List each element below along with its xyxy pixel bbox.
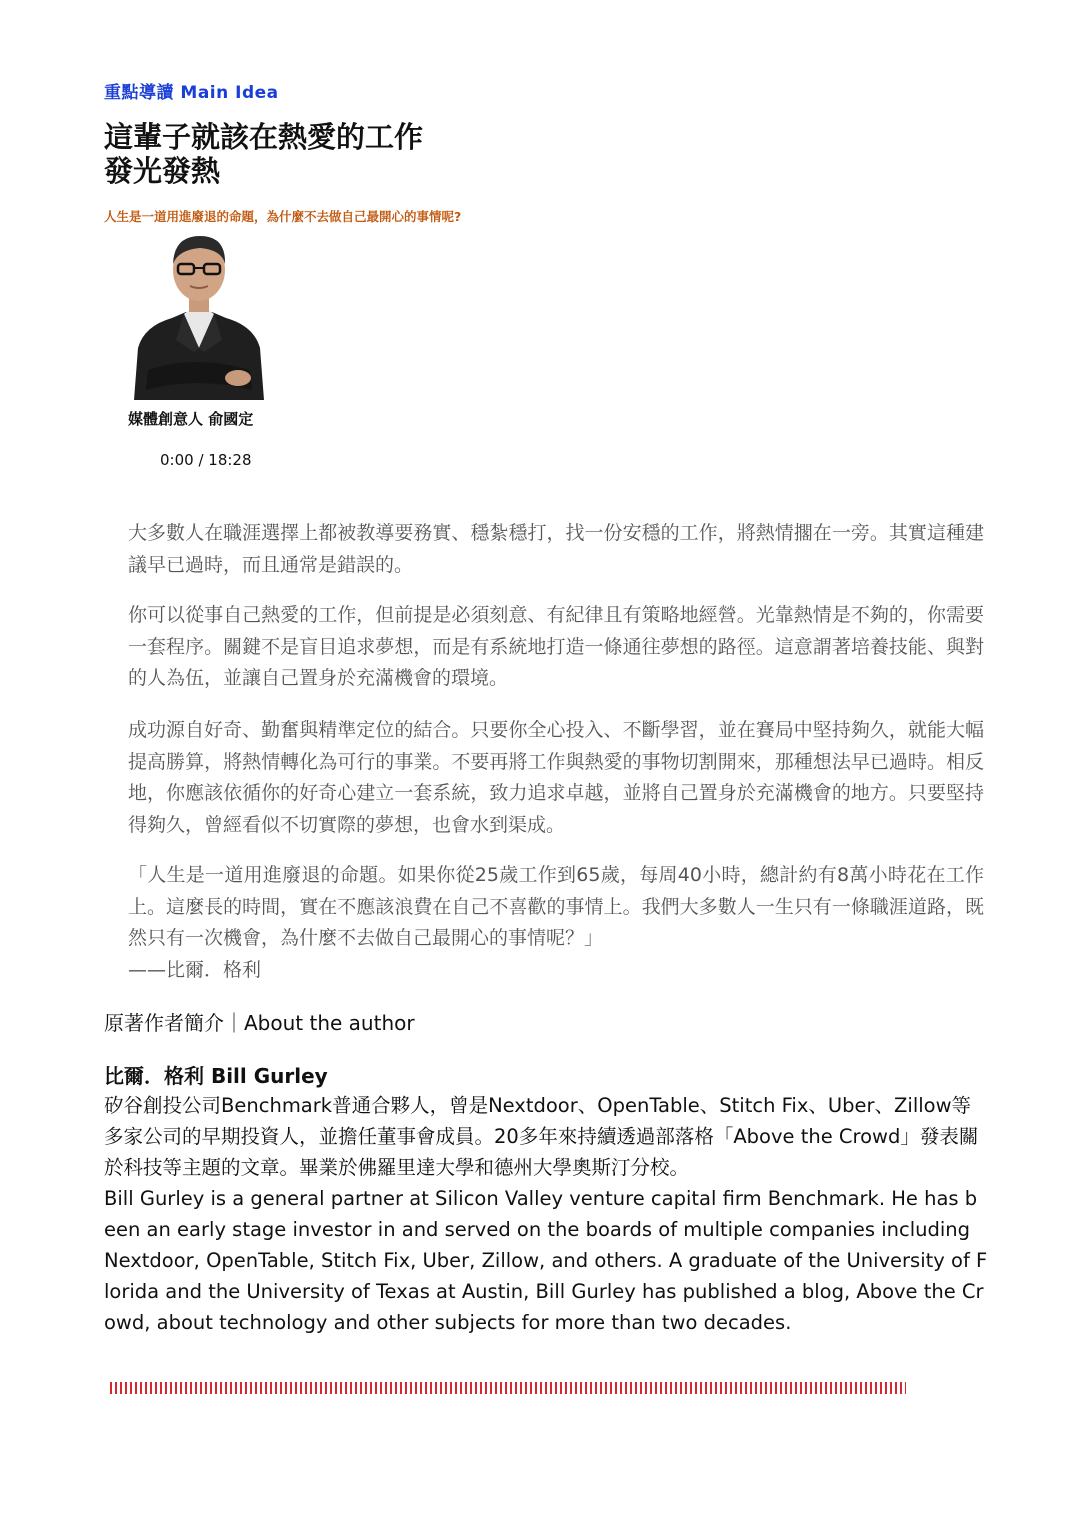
pull-quote [128, 860, 984, 986]
author-section-heading: 原著作者簡介｜About the author [104, 1011, 415, 1035]
author-name: 比爾．格利 Bill Gurley [104, 1064, 328, 1088]
pull-quote-attribution: ——比爾．格利 [128, 958, 262, 981]
page-title [104, 120, 704, 188]
body-paragraph-3: 成功源自好奇、勤奮與精準定位的結合。只要你全心投入、不斷學習，並在賽局中堅持夠久，就能大幅提高勝算，將熱情轉化為可行的事業。不要再將工作與熱愛的事物切割開來，那種想法早已過時。相反地，你應該依循你的好奇心建立一套系統，致力追求卓越，並將自己置身於充滿機會的地方。只要堅持得夠久，曾經看似不切實際的夢想，也會水到渠成。 [128, 719, 984, 836]
presenter-portrait-graphic [134, 230, 264, 400]
audio-time-display: 0:00 / 18:28 [160, 451, 252, 469]
presenter-portrait [134, 230, 264, 400]
presenter-caption: 媒體創意人 俞國定 [128, 410, 254, 428]
author-bio-chinese: 矽谷創投公司Benchmark普通合夥人，曾是Nextdoor、OpenTable、Stitch Fix、Uber、Zillow等多家公司的早期投資人，並擔任董事會成員。20多年來持續透過部落格「Above the Crowd」發表關於科技等主題的文章。畢業於佛羅里達大學和德州大學奧斯汀分校。 [104, 1094, 979, 1179]
body-paragraph-1: 大多數人在職涯選擇上都被教導要務實、穩紮穩打，找一份安穩的工作，將熱情擱在一旁。其實這種建議早已過時，而且通常是錯誤的。 [128, 522, 984, 576]
pull-quote-text: 「人生是一道用進廢退的命題。如果你從25歲工作到65歲，每周40小時，總計約有8萬小時花在工作上。這麼長的時間，實在不應該浪費在自己不喜歡的事情上。我們大多數人一生只有一條職涯道路，既然只有一次機會，為什麼不去做自己最開心的事情呢？」 [128, 864, 984, 949]
section-label: 重點導讀 Main Idea [104, 83, 279, 103]
decorative-stripe-divider [110, 1382, 906, 1394]
page-title-line-1: 這輩子就該在熱愛的工作 [104, 120, 424, 154]
page-subtitle: 人生是一道用進廢退的命題，為什麼不去做自己最開心的事情呢? [104, 209, 462, 224]
author-bio-english: Bill Gurley is a general partner at Silicon Valley venture capital firm Benchmark. He has been an early stage investor in and served on the boards of multiple companies including Nextdoor, OpenTable, Stitch Fix, Uber, Zillow, and others. A graduate of the University of Florida and the University of Texas at Austin, Bill Gurley has published a blog, Above the Crowd, about technology and other subjects for more than two decades. [104, 1187, 988, 1334]
body-paragraph-2: 你可以從事自己熱愛的工作，但前提是必須刻意、有紀律且有策略地經營。光靠熱情是不夠的，你需要一套程序。關鍵不是盲目追求夢想，而是有系統地打造一條通往夢想的路徑。這意謂著培養技能、與對的人為伍，並讓自己置身於充滿機會的環境。 [128, 604, 984, 689]
page-title-line-2: 發光發熱 [104, 154, 221, 188]
